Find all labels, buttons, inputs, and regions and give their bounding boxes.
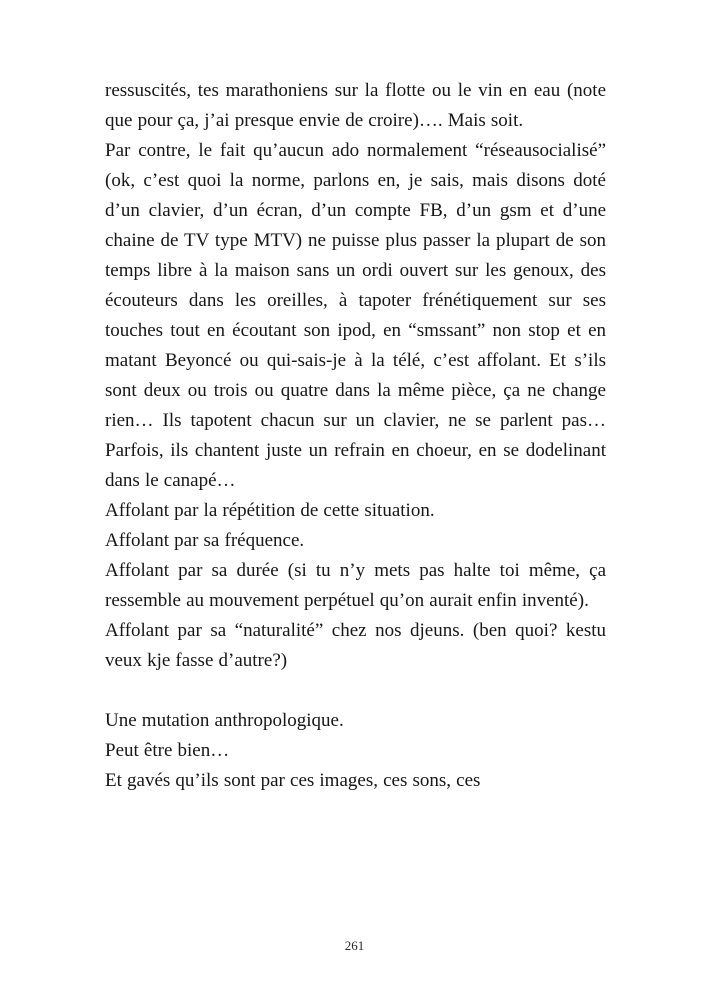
paragraph: Et gavés qu’ils sont par ces images, ces sons, ces [105, 770, 481, 791]
paragraph: Une mutation anthropologique. [105, 710, 344, 731]
text-block [105, 76, 606, 796]
paragraph: Affolant par sa “naturalité” chez nos djeuns. (ben quoi? kestu veux kje fasse d’autre?) [105, 620, 606, 671]
paragraph: Affolant par la répétition de cette situation. [105, 500, 435, 521]
paragraph: ressuscités, tes marathoniens sur la flotte ou le vin en eau (note que pour ça, j’ai presque envie de croire)…. Mais soit. [105, 80, 606, 131]
paragraph: Peut être bien… [105, 740, 230, 761]
paragraph: Affolant par sa fréquence. [105, 530, 305, 551]
paragraph: Affolant par sa durée (si tu n’y mets pas halte toi même, ça ressemble au mouvement perpétuel qu’on aurait enfin inventé). [105, 560, 606, 611]
paragraph: Par contre, le fait qu’aucun ado normalement “réseausocialisé” (ok, c’est quoi la norme, parlons en, je sais, mais disons doté d’un clavier, d’un écran, d’un compte FB, d’un gsm et d’une chaine de TV type MTV) ne puisse plus passer la plupart de son temps libre à la maison sans un ordi ouvert sur les genoux, des écouteurs dans les oreilles, à tapoter frénétiquement sur ses touches tout en écoutant son ipod, en “smssant” non stop et en matant Beyoncé ou qui-sais-je à la télé, c’est affolant. Et s’ils sont deux ou trois ou quatre dans la même pièce, ça ne change rien… Ils tapotent chacun sur un clavier, ne se parlent pas… Parfois, ils chantent juste un refrain en choeur, en se dodelinant dans le canapé… [105, 140, 606, 491]
page-number: 261 [344, 938, 365, 953]
